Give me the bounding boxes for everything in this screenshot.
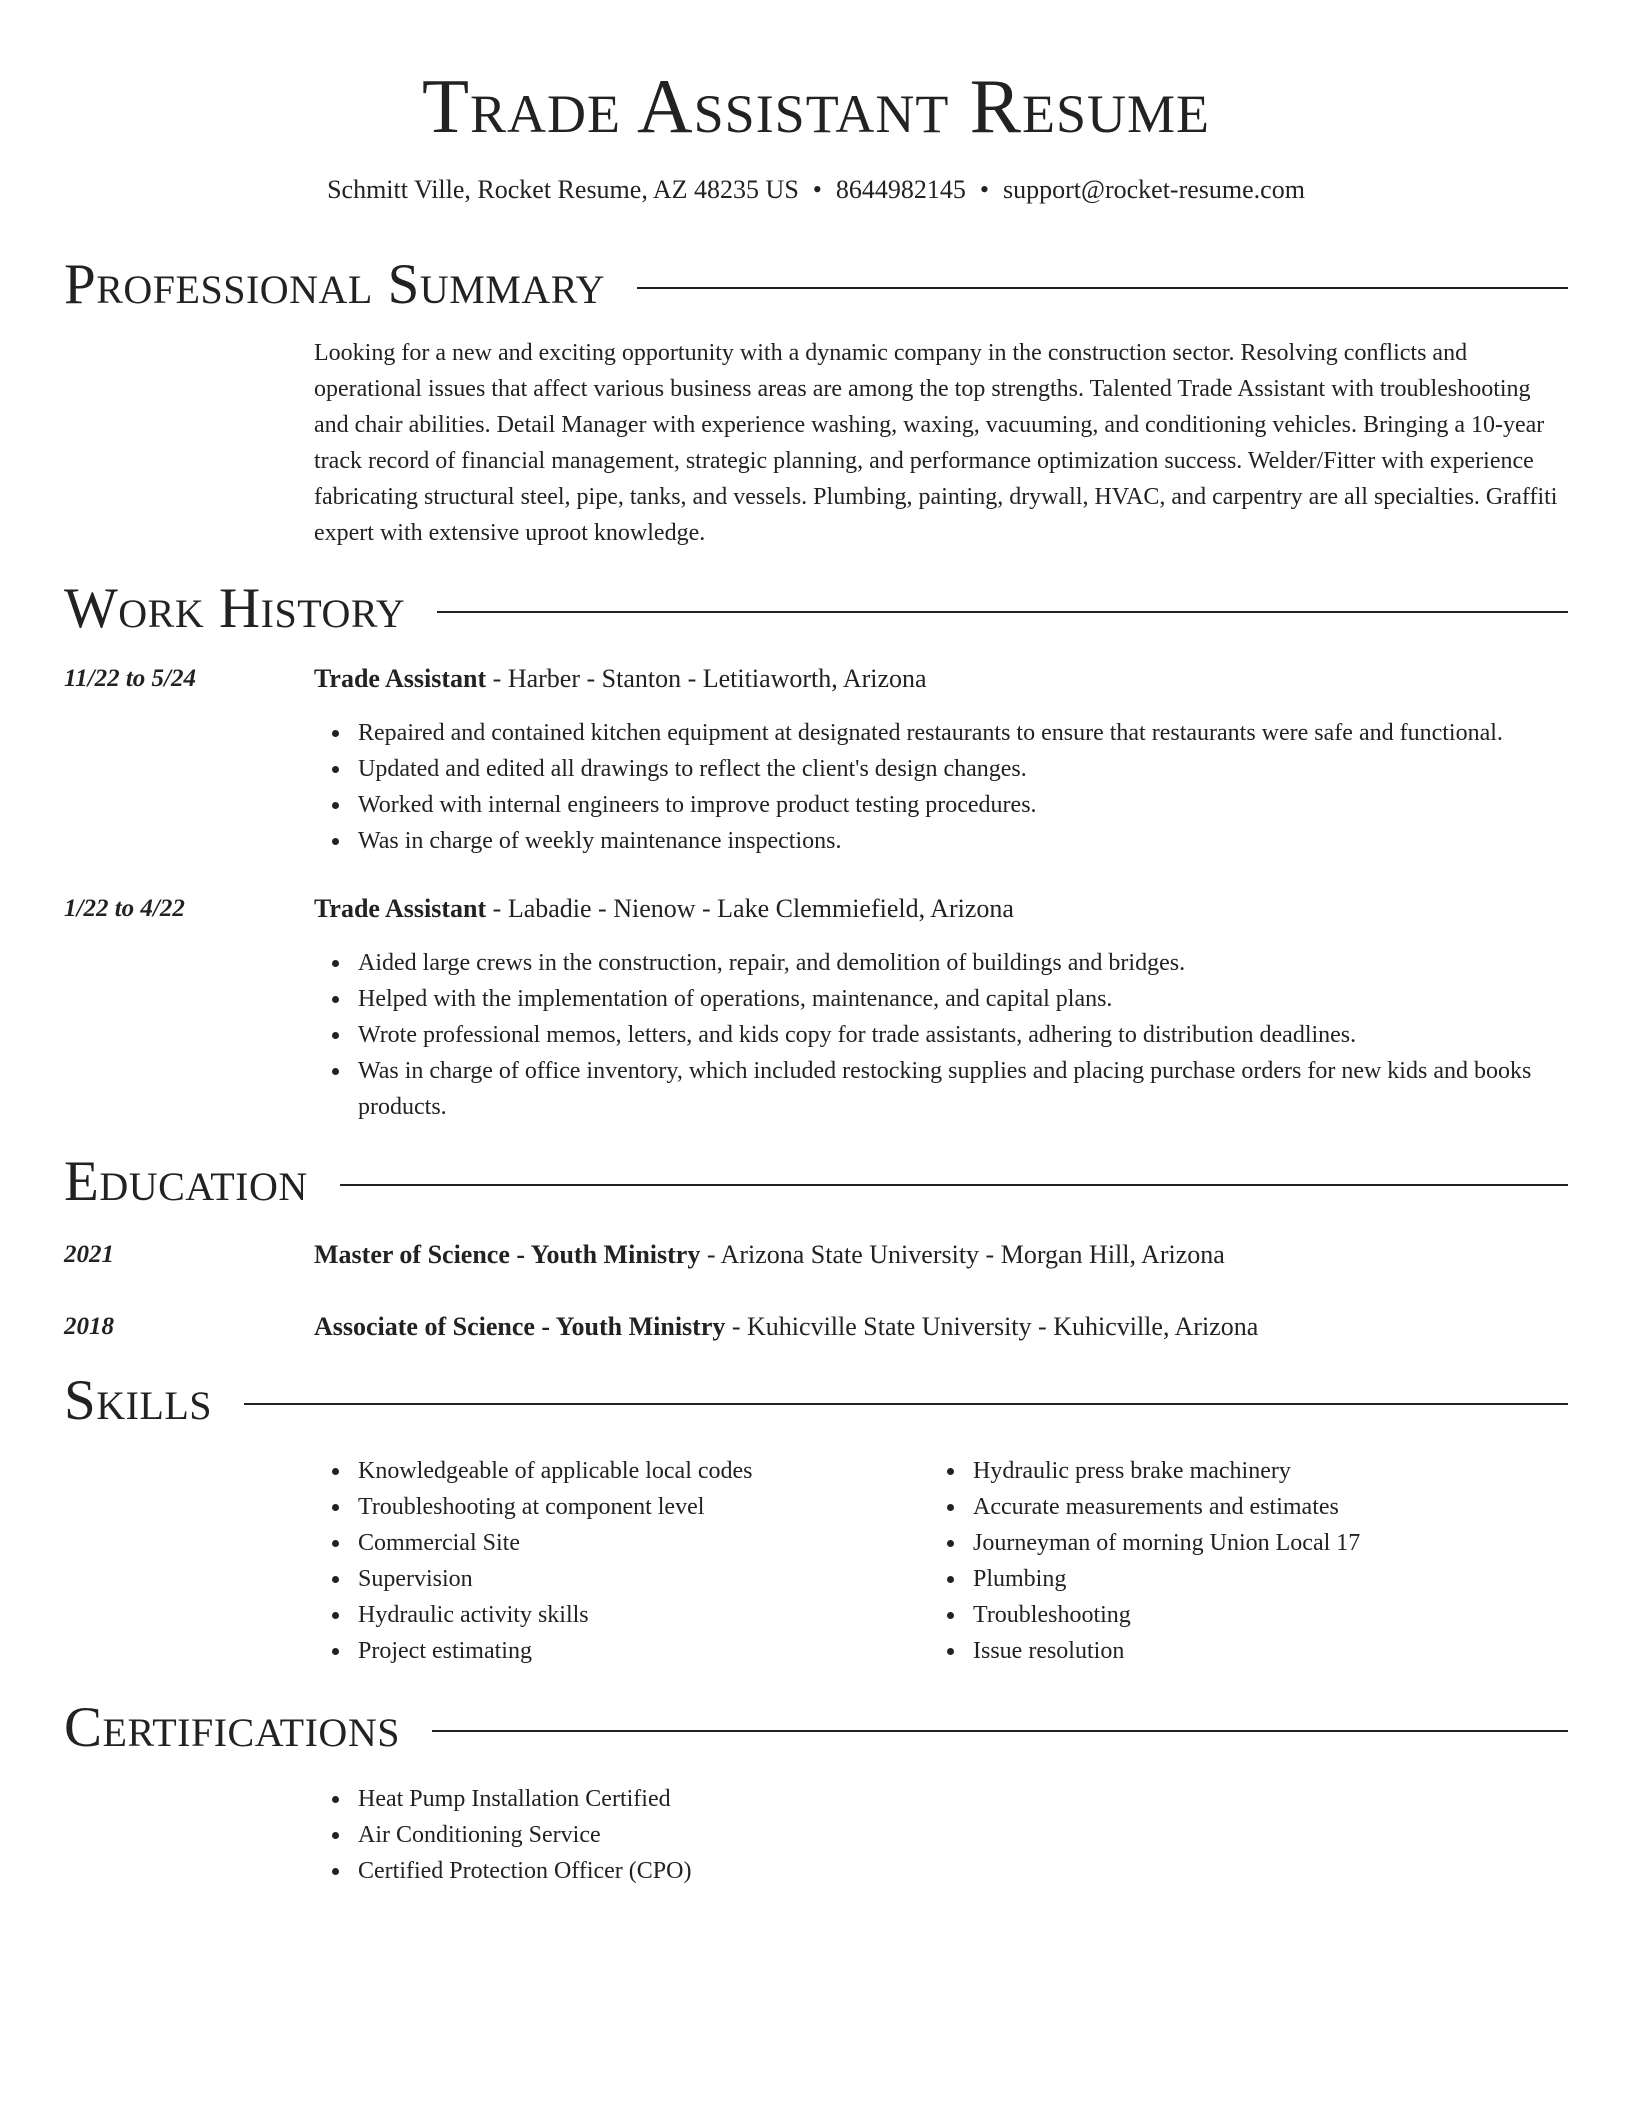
list-item: Plumbing xyxy=(973,1561,1593,1597)
list-item: Updated and edited all drawings to reflect the client's design changes. xyxy=(358,751,1612,787)
list-item: Wrote professional memos, letters, and kids copy for trade assistants, adhering to distribution deadlines. xyxy=(358,1017,1612,1053)
education-year: 2018 xyxy=(64,1313,114,1340)
education-entry xyxy=(314,1237,1568,1273)
list-item: Repaired and contained kitchen equipment at designated restaurants to ensure that restaurants were safe and functional. xyxy=(358,715,1612,751)
education-year: 2021 xyxy=(64,1241,114,1268)
section-divider xyxy=(637,287,1568,289)
contact-separator: • xyxy=(812,175,822,204)
section-heading-work: Work History xyxy=(64,577,406,640)
job-title: Trade Assistant xyxy=(314,894,487,923)
job-bullets xyxy=(314,945,1612,1125)
education-school: - Kuhicville State University - Kuhicville, Arizona xyxy=(725,1312,1259,1341)
list-item: Heat Pump Installation Certified xyxy=(358,1781,1258,1817)
section-heading-skills: Skills xyxy=(64,1369,213,1432)
skills-list-right xyxy=(929,1453,1593,1669)
section-divider xyxy=(340,1184,1568,1186)
list-item: Certified Protection Officer (CPO) xyxy=(358,1853,1258,1889)
education-entry xyxy=(314,1309,1568,1345)
certifications-section-header xyxy=(64,1696,1568,1760)
skills-section-header xyxy=(64,1369,1568,1433)
contact-email: support@rocket-resume.com xyxy=(1003,175,1305,204)
job-heading xyxy=(314,661,1568,697)
section-divider xyxy=(432,1730,1568,1732)
contact-separator: • xyxy=(979,175,990,204)
list-item: Project estimating xyxy=(358,1633,918,1669)
section-divider xyxy=(437,611,1568,613)
contact-line xyxy=(0,173,1632,207)
job-title: Trade Assistant xyxy=(314,664,487,693)
job-employer: - Labadie - Nienow - Lake Clemmiefield, Arizona xyxy=(486,894,1014,923)
summary-section-header xyxy=(64,253,1568,317)
certifications-list xyxy=(314,1781,1258,1889)
summary-text: Looking for a new and exciting opportunity with a dynamic company in the construction sector. Resolving conflicts and operational issues that affect various business areas are among the top strengths. Talented Trade Assistant with troubleshooting and chair abilities. Detail Manager with experience washing, waxing, vacuuming, and conditioning vehicles. Bringing a 10-year track record of financial management, strategic planning, and performance optimization success. Welder/Fitter with experience fabricating structural steel, pipe, tanks, and vessels. Plumbing, painting, drywall, HVAC, and carpentry are all specialties. Graffiti expert with extensive uproot knowledge. xyxy=(314,340,1558,546)
job-dates: 11/22 to 5/24 xyxy=(64,665,196,692)
list-item: Supervision xyxy=(358,1561,918,1597)
list-item: Commercial Site xyxy=(358,1525,918,1561)
list-item: Journeyman of morning Union Local 17 xyxy=(973,1525,1593,1561)
section-divider xyxy=(244,1403,1568,1405)
list-item: Troubleshooting at component level xyxy=(358,1489,918,1525)
education-school: - Arizona State University - Morgan Hill, Arizona xyxy=(700,1240,1225,1269)
list-item: Worked with internal engineers to improve product testing procedures. xyxy=(358,787,1612,823)
section-heading-summary: Professional Summary xyxy=(64,253,606,316)
list-item: Issue resolution xyxy=(973,1633,1593,1669)
list-item: Aided large crews in the construction, repair, and demolition of buildings and bridges. xyxy=(358,945,1612,981)
section-heading-certifications: Certifications xyxy=(64,1696,400,1759)
list-item: Hydraulic press brake machinery xyxy=(973,1453,1593,1489)
skills-list-left xyxy=(314,1453,918,1669)
job-dates: 1/22 to 4/22 xyxy=(64,895,185,922)
list-item: Was in charge of weekly maintenance inspections. xyxy=(358,823,1612,859)
job-bullets xyxy=(314,715,1612,859)
work-section-header xyxy=(64,577,1568,641)
list-item: Knowledgeable of applicable local codes xyxy=(358,1453,918,1489)
section-heading-education: Education xyxy=(64,1150,308,1213)
contact-address: Schmitt Ville, Rocket Resume, AZ 48235 US xyxy=(327,175,799,204)
contact-phone: 8644982145 xyxy=(835,175,966,204)
list-item: Troubleshooting xyxy=(973,1597,1593,1633)
list-item: Air Conditioning Service xyxy=(358,1817,1258,1853)
resume-title: Trade Assistant Resume xyxy=(422,63,1210,149)
education-section-header xyxy=(64,1150,1568,1214)
education-degree: Associate of Science - Youth Ministry xyxy=(314,1312,726,1341)
list-item: Accurate measurements and estimates xyxy=(973,1489,1593,1525)
list-item: Hydraulic activity skills xyxy=(358,1597,918,1633)
education-degree: Master of Science - Youth Ministry xyxy=(314,1240,701,1269)
job-heading xyxy=(314,891,1568,927)
job-employer: - Harber - Stanton - Letitiaworth, Arizona xyxy=(486,664,927,693)
list-item: Helped with the implementation of operations, maintenance, and capital plans. xyxy=(358,981,1612,1017)
list-item: Was in charge of office inventory, which included restocking supplies and placing purchase orders for new kids and books products. xyxy=(358,1053,1612,1125)
